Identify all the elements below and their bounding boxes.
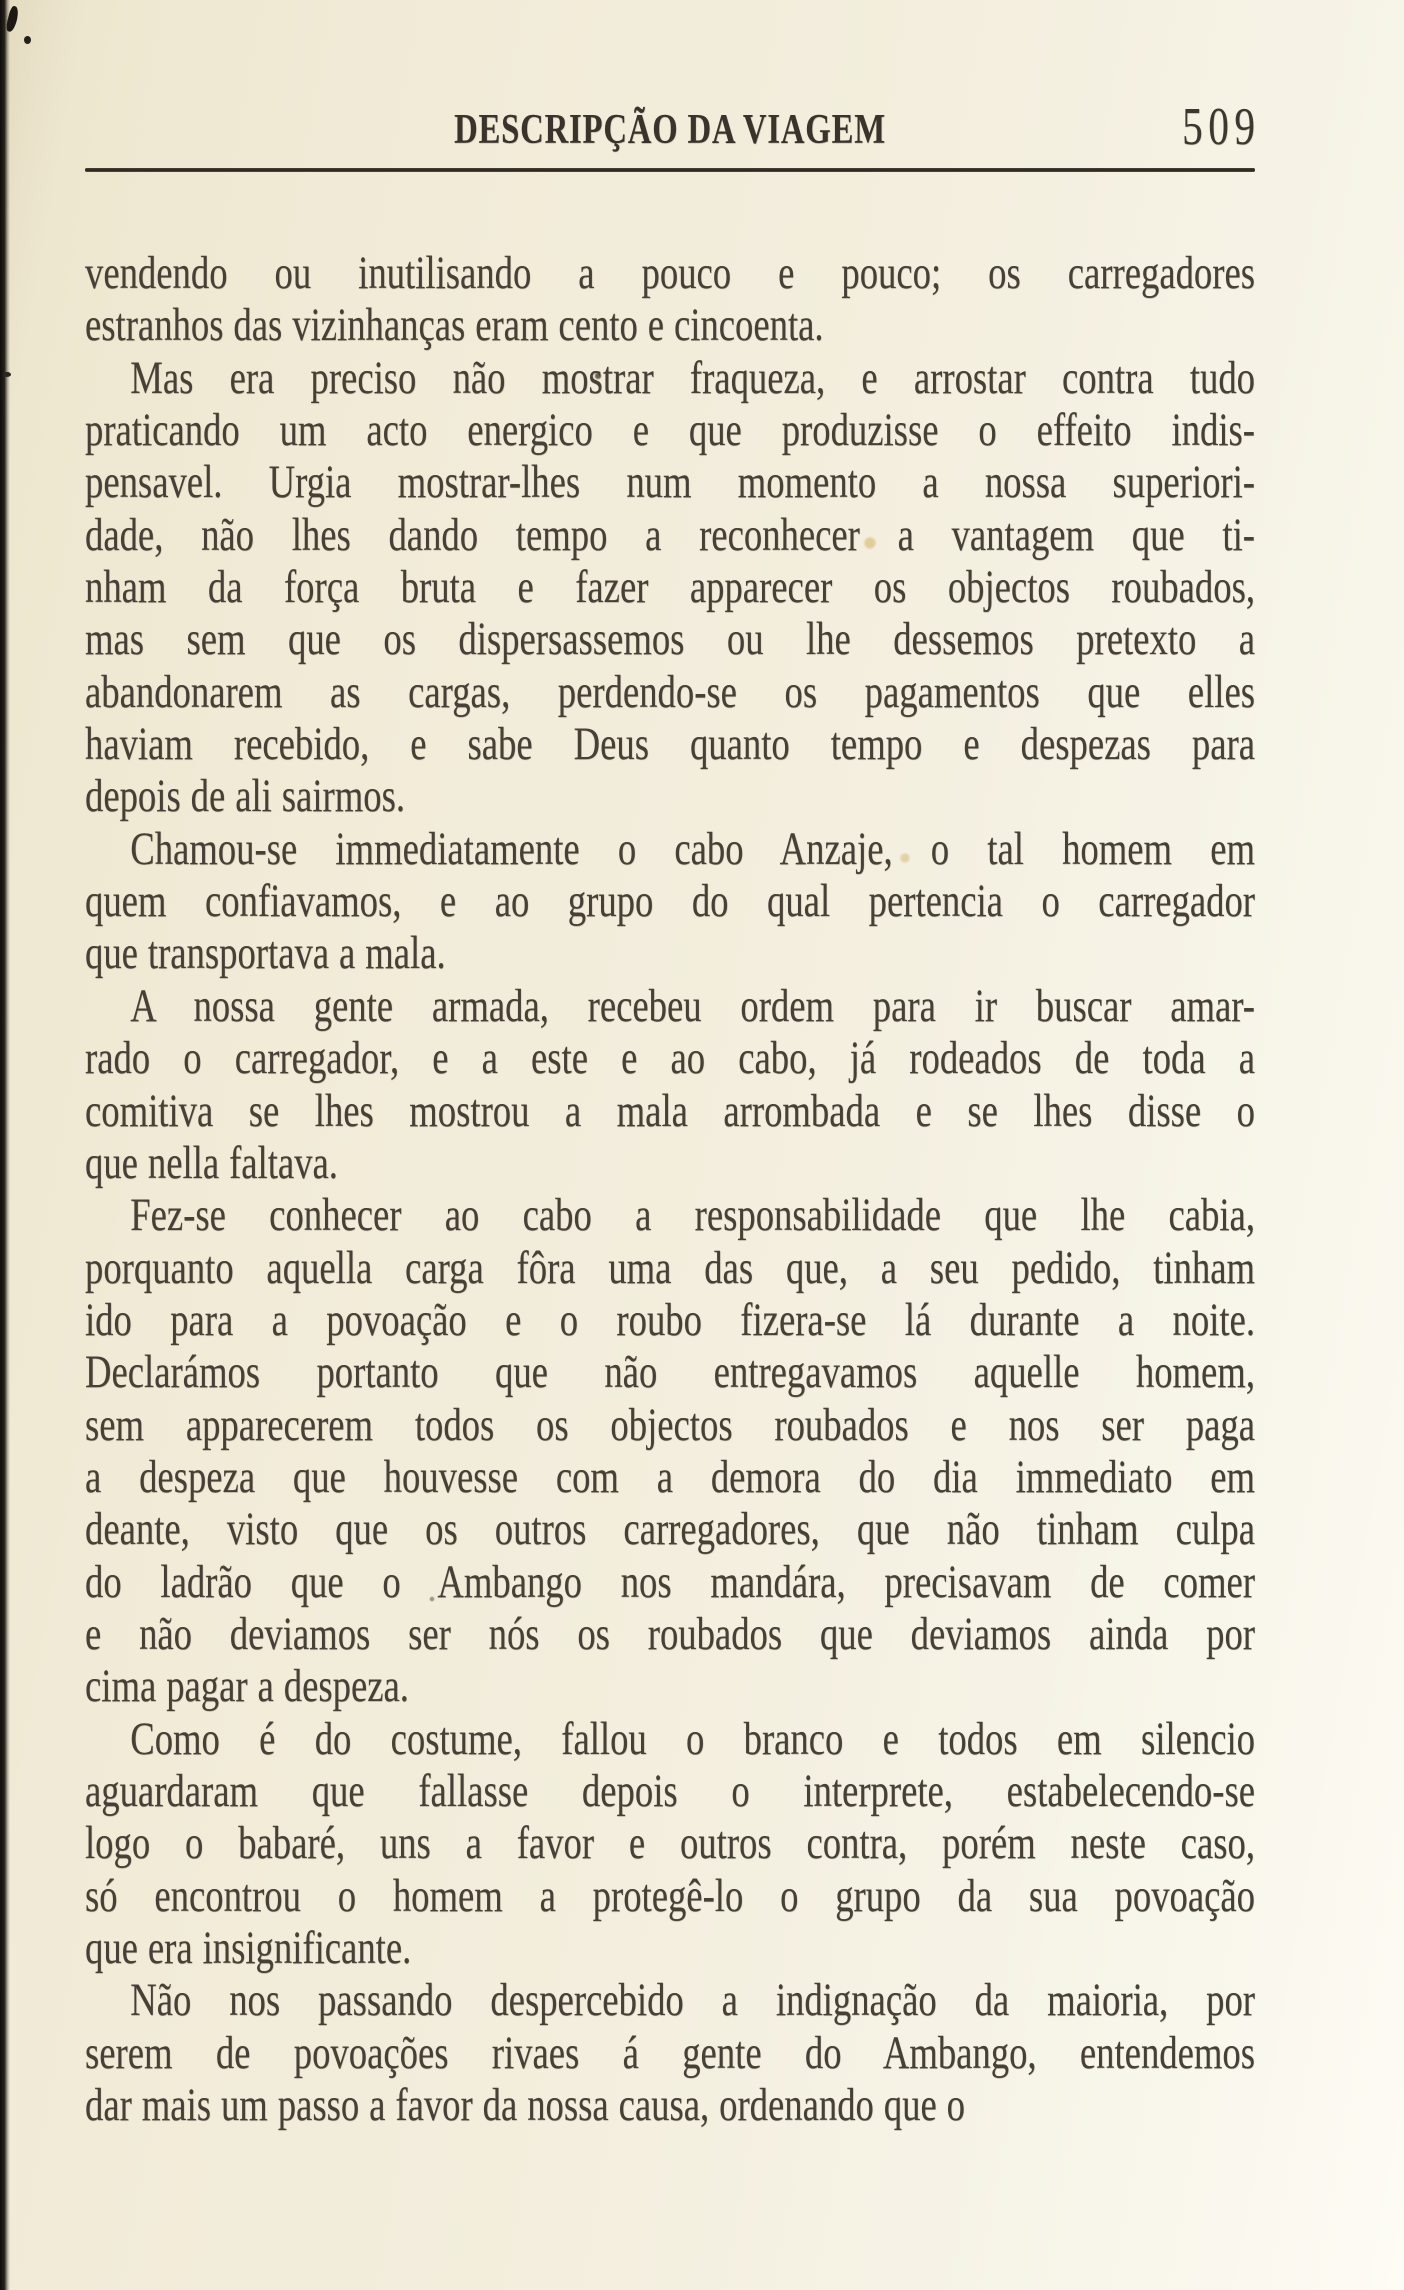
text-column (85, 0, 1261, 2290)
paragraph (85, 1713, 1255, 1975)
text-line: Chamou-se immediatamente o cabo Anzaje, o tal homem em (130, 822, 1255, 875)
text-line: quem confiavamos, e ao grupo do qual pertencia o carregador (85, 875, 1255, 928)
text-line: estranhos das vizinhanças eram cento e cincoenta. (85, 299, 824, 352)
text-line: porquanto aquella carga fôra uma das que, a seu pedido, tinham (85, 1241, 1255, 1294)
text-line: Como é do costume, fallou o branco e todos em silencio (130, 1712, 1255, 1765)
text-line: dade, não lhes dando tempo a reconhecer a vantagem que ti- (85, 508, 1255, 561)
text-line: Mas era preciso não mostrar fraqueza, e arrostar contra tudo (130, 351, 1255, 404)
text-line: logo o babaré, uns a favor e outros contra, porém neste caso, (85, 1817, 1255, 1870)
text-line: do ladrão que o Ambango nos mandára, precisavam de comer (85, 1555, 1255, 1608)
text-line: haviam recebido, e sabe Deus quanto tempo e despezas para (85, 718, 1255, 771)
text-line: que era insignificante. (85, 1922, 412, 1974)
text-line: Declarámos portanto que não entregavamos aquelle homem, (85, 1346, 1255, 1399)
text-line: dar mais um passo a favor da nossa causa, ordenando que o (85, 2079, 966, 2132)
text-line: praticando um acto energico e que produzisse o effeito indis- (85, 404, 1255, 457)
text-line: ido para a povoação e o roubo fizera-se lá durante a noite. (85, 1293, 1255, 1346)
text-line: aguardaram que fallasse depois o interprete, estabelecendo-se (85, 1764, 1255, 1817)
paragraph (85, 980, 1255, 1189)
text-line: A nossa gente armada, recebeu ordem para ir buscar amar- (130, 979, 1255, 1032)
paragraph (85, 352, 1255, 823)
text-line: vendendo ou inutilisando a pouco e pouco; os carregadores (85, 247, 1255, 299)
text-line: sem apparecerem todos os objectos roubados e nos ser paga (85, 1398, 1255, 1451)
text-line: só encontrou o homem a protegê-lo o grupo da sua povoação (85, 1869, 1255, 1922)
text-line: nham da força bruta e fazer apparecer os objectos roubados, (85, 561, 1255, 614)
scan-blemish (3, 372, 11, 377)
scan-blemish (24, 36, 31, 44)
paragraph (85, 247, 1255, 352)
text-line: serem de povoações rivaes á gente do Ambango, entendemos (85, 2026, 1255, 2079)
text-line: que nella faltava. (85, 1136, 338, 1189)
text-line: pensavel. Urgia mostrar-lhes num momento a nossa superiori- (85, 456, 1255, 509)
text-line: comitiva se lhes mostrou a mala arrombada e se lhes disse o (85, 1084, 1255, 1137)
text-line: que transportava a mala. (85, 927, 446, 980)
page-body (85, 247, 1255, 2131)
header-rule (85, 168, 1255, 172)
page-title: DESCRIPÇÃO DA VIAGEM (454, 107, 886, 153)
paragraph (85, 823, 1255, 980)
paragraph (85, 1189, 1255, 1712)
text-line: Não nos passando despercebido a indignação da maioria, por (130, 1974, 1255, 2027)
scan-edge (0, 0, 10, 2290)
text-line: cima pagar a despeza. (85, 1660, 409, 1713)
text-line: a despeza que houvesse com a demora do dia immediato em (85, 1450, 1255, 1503)
text-line: rado o carregador, e a este e ao cabo, já rodeados de toda a (85, 1032, 1255, 1085)
page-number: 509 (1182, 98, 1261, 156)
text-line: depois de ali sairmos. (85, 770, 406, 823)
text-line: e não deviamos ser nós os roubados que deviamos ainda por (85, 1607, 1255, 1660)
running-head (85, 98, 1261, 156)
text-line: Fez-se conhecer ao cabo a responsabilidade que lhe cabia, (130, 1189, 1255, 1242)
text-line: abandonarem as cargas, perdendo-se os pagamentos que elles (85, 665, 1255, 718)
text-line: mas sem que os dispersassemos ou lhe dessemos pretexto a (85, 613, 1255, 666)
paragraph (85, 1974, 1255, 2131)
text-line: deante, visto que os outros carregadores, que não tinham culpa (85, 1503, 1255, 1556)
